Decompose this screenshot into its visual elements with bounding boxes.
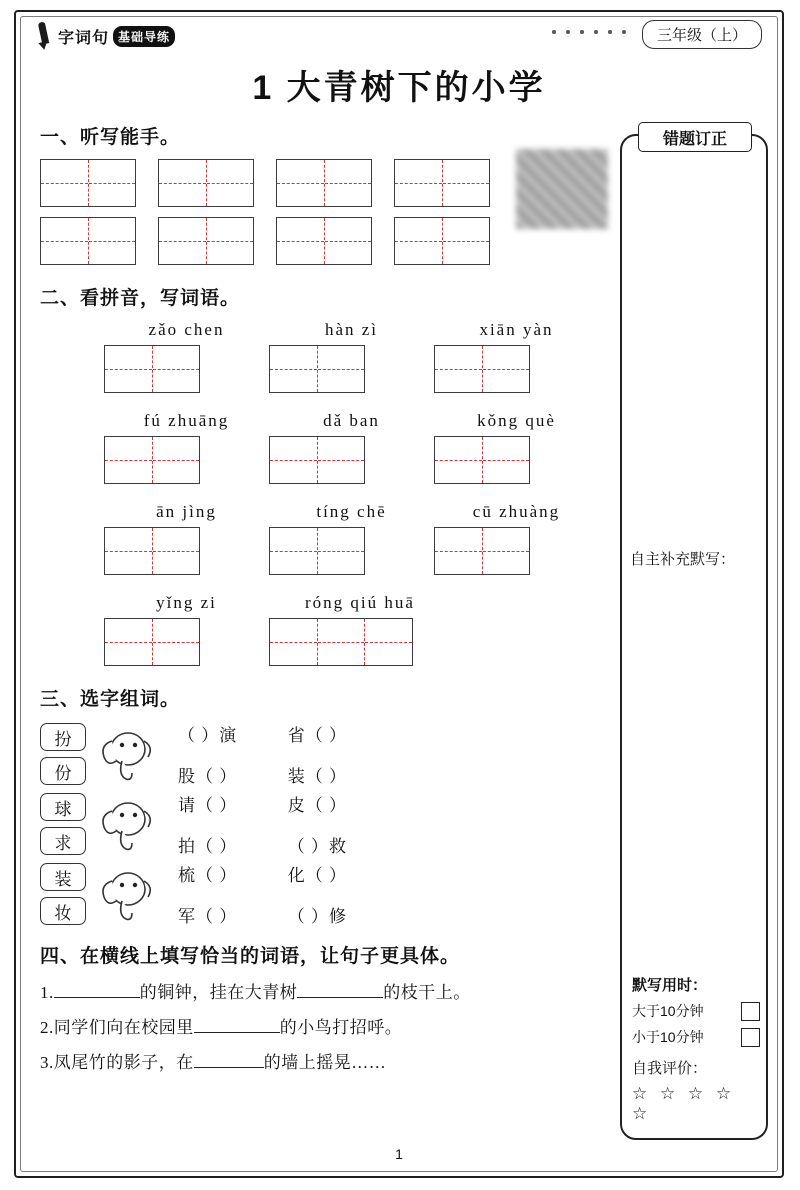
section-4-heading: 四、在横线上填写恰当的词语，让句子更具体。 — [40, 946, 461, 967]
tianzige-cell[interactable] — [40, 159, 136, 207]
worksheet-page — [14, 10, 784, 1178]
checkbox[interactable] — [741, 1028, 760, 1047]
section-1-heading: 一、听写能手。 — [40, 127, 181, 148]
question-text: 的小鸟打招呼。 — [279, 1018, 403, 1037]
blank-left: 军（ ） — [178, 907, 238, 926]
pinyin-answer-cell[interactable] — [434, 436, 530, 484]
pinyin-label: yǐng zi — [156, 593, 217, 612]
blank-right: 装（ ） — [287, 767, 347, 786]
answer-blank[interactable] — [297, 980, 383, 998]
sidebar-footer — [632, 974, 760, 1124]
pinyin-grid — [40, 320, 600, 666]
char-option[interactable]: 球 — [40, 793, 86, 821]
pinyin-label: cū zhuàng — [472, 502, 561, 521]
blank-right: 省（ ） — [287, 726, 347, 745]
pinyin-answer-cell[interactable] — [104, 618, 200, 666]
question-text: 同学们向在校园里 — [53, 1018, 194, 1037]
char-option[interactable]: 装 — [40, 863, 86, 891]
blank-left: 梳（ ） — [178, 866, 238, 885]
blank-left: 请（ ） — [178, 796, 238, 815]
pinyin-label: hàn zì — [324, 320, 379, 339]
char-option[interactable]: 扮 — [40, 723, 86, 751]
brand-logo — [34, 22, 175, 50]
question-number: 1. — [40, 983, 54, 1002]
answer-blank[interactable] — [194, 1015, 280, 1033]
brand-badge: 基础导练 — [113, 26, 175, 47]
blank-right: （ ）修 — [287, 907, 347, 926]
self-eval-label: 自我评价： — [632, 1060, 708, 1077]
brand-title: 字词句 — [58, 29, 110, 47]
section-3-heading: 三、选字组词。 — [40, 689, 181, 710]
elephant-illustration — [98, 723, 154, 785]
supplement-label: 自主补充默写： — [630, 551, 736, 568]
pinyin-label: dǎ ban — [323, 411, 380, 430]
question-text: 凤尾竹的影子，在 — [53, 1053, 194, 1072]
choose-char-groups — [40, 721, 600, 927]
choose-char-group — [40, 791, 600, 857]
time-option-row[interactable] — [632, 1027, 760, 1047]
pinyin-label: kǒng què — [477, 411, 556, 430]
blank-left: 股（ ） — [178, 767, 238, 786]
question-text: 的墙上摇晃…… — [263, 1053, 387, 1072]
section-2-heading: 二、看拼音，写词语。 — [40, 288, 241, 309]
question-number: 3. — [40, 1053, 54, 1072]
choose-char-group — [40, 861, 600, 927]
question-text: 的枝干上。 — [383, 983, 471, 1002]
pinyin-label: ān jìng — [156, 502, 217, 521]
pinyin-answer-cell[interactable] — [269, 527, 365, 575]
checkbox[interactable] — [741, 1002, 760, 1021]
tianzige-cell[interactable] — [158, 217, 254, 265]
blank-line[interactable] — [178, 902, 600, 927]
blank-right: 化（ ） — [287, 866, 347, 885]
tianzige-cell[interactable] — [40, 217, 136, 265]
pinyin-label: zǎo chen — [148, 320, 225, 339]
pen-icon — [34, 22, 54, 50]
grade-label: 三年级（上） — [642, 20, 762, 49]
pinyin-answer-cell[interactable] — [269, 436, 365, 484]
question-text: 的铜钟，挂在大青树 — [139, 983, 298, 1002]
pinyin-label: tíng chē — [316, 502, 387, 521]
question-item[interactable] — [40, 1048, 600, 1073]
pinyin-label: róng qiú huā — [305, 593, 415, 612]
pinyin-answer-cell[interactable] — [434, 345, 530, 393]
answer-blank[interactable] — [54, 980, 140, 998]
char-option[interactable]: 妆 — [40, 897, 86, 925]
elephant-illustration — [98, 793, 154, 855]
question-item[interactable] — [40, 1013, 600, 1038]
tianzige-cell[interactable] — [394, 217, 490, 265]
tianzige-cell[interactable] — [158, 159, 254, 207]
blank-line[interactable] — [178, 721, 600, 746]
blurred-qr-code — [516, 149, 608, 229]
answer-blank[interactable] — [194, 1050, 264, 1068]
question-item[interactable] — [40, 978, 600, 1003]
star-rating[interactable]: ☆ ☆ ☆ ☆ ☆ — [632, 1084, 736, 1123]
pinyin-label: xiān yàn — [479, 320, 554, 339]
time-option-label: 小于10分钟 — [632, 1029, 704, 1045]
pinyin-answer-cell[interactable] — [104, 345, 200, 393]
blank-right: （ ）救 — [287, 837, 347, 856]
sidebar-title: 错题订正 — [638, 122, 752, 152]
blank-line[interactable] — [178, 791, 600, 816]
pinyin-label: fú zhuāng — [143, 411, 230, 430]
tianzige-cell[interactable] — [394, 159, 490, 207]
page-number: 1 — [395, 1146, 403, 1162]
tianzige-cell[interactable] — [276, 217, 372, 265]
worksheet-body — [40, 122, 600, 1073]
question-number: 2. — [40, 1018, 54, 1037]
blank-line[interactable] — [178, 861, 600, 886]
char-option[interactable]: 求 — [40, 827, 86, 855]
pinyin-answer-cell[interactable] — [269, 345, 365, 393]
blank-line[interactable] — [178, 762, 600, 787]
time-option-label: 大于10分钟 — [632, 1003, 704, 1019]
time-option-row[interactable] — [632, 1001, 760, 1021]
fill-blank-questions — [40, 978, 600, 1073]
correction-sidebar — [620, 130, 768, 1140]
pinyin-answer-cell[interactable] — [104, 436, 200, 484]
blank-right: 皮（ ） — [287, 796, 347, 815]
elephant-illustration — [98, 863, 154, 925]
time-title: 默写用时： — [632, 977, 708, 994]
tianzige-cell[interactable] — [276, 159, 372, 207]
pinyin-answer-cell[interactable] — [269, 618, 413, 666]
choose-char-group — [40, 721, 600, 787]
page-title: 1 大青树下的小学 — [252, 69, 546, 107]
blank-left: 拍（ ） — [178, 837, 238, 856]
pinyin-answer-cell[interactable] — [434, 527, 530, 575]
blank-left: （ ）演 — [178, 726, 238, 745]
char-option[interactable]: 份 — [40, 757, 86, 785]
pinyin-answer-cell[interactable] — [104, 527, 200, 575]
blank-line[interactable] — [178, 832, 600, 857]
